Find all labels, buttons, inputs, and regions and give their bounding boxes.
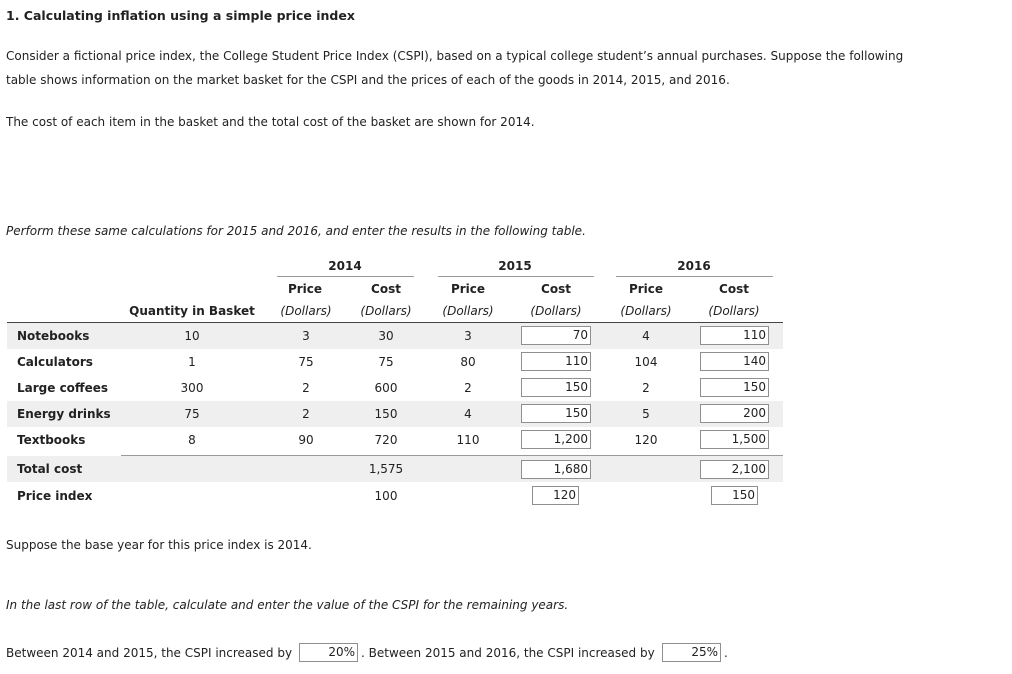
year-header-2014: 2014 [328,259,362,273]
intro-text-line-2: table shows information on the market basket for the CSPI and the prices of each of the goods in 2014, 2015, and 2016. [6,73,730,87]
year-header-2016: 2016 [677,259,711,273]
price-2015-cell: 110 [456,433,480,447]
cost-2016-input[interactable]: 140 [700,352,769,371]
cost-2015-input[interactable]: 150 [521,378,591,397]
cost-2016-input[interactable]: 1,500 [700,430,769,449]
cost-2016-input[interactable]: 150 [700,378,769,397]
item-label: Calculators [17,355,93,369]
intro-text-line-1: Consider a fictional price index, the College Student Price Index (CSPI), based on a typical college student’s annual purchases. Suppose the following [6,49,904,63]
price-2014-cell: 2 [302,407,310,421]
col-unit-cost-2015: (Dollars) [530,304,582,318]
cspi-increase-2015-input[interactable]: 20% [299,643,358,662]
col-unit-price-2016: (Dollars) [620,304,672,318]
quantity-cell: 8 [188,433,196,447]
quantity-cell: 75 [184,407,200,421]
col-header-price-2015: Price [450,282,486,296]
base-year-text: Suppose the base year for this price index is 2014. [6,538,312,552]
col-unit-price-2015: (Dollars) [442,304,494,318]
price-index-2014: 100 [374,489,398,503]
price-2014-cell: 90 [298,433,314,447]
cost-2016-input[interactable]: 200 [700,404,769,423]
price-2014-cell: 3 [302,329,310,343]
cost-2014-cell: 720 [374,433,398,447]
total-cost-label: Total cost [17,462,83,476]
question-title: 1. Calculating inflation using a simple price index [6,8,355,23]
item-label: Energy drinks [17,407,111,421]
price-2016-cell: 104 [634,355,658,369]
col-unit-price-2014: (Dollars) [280,304,332,318]
col-unit-cost-2016: (Dollars) [708,304,760,318]
cost-2015-input[interactable]: 1,200 [521,430,591,449]
cost-2014-cell: 30 [378,329,394,343]
quantity-cell: 300 [180,381,204,395]
price-2014-cell: 75 [298,355,314,369]
year-underline-2014 [277,276,414,277]
total-cost-2015-input[interactable]: 1,680 [521,460,591,479]
price-2016-cell: 2 [642,381,650,395]
price-index-2015-input[interactable]: 120 [532,486,579,505]
total-cost-2014: 1,575 [368,462,404,476]
col-header-quantity: Quantity in Basket [129,304,255,318]
col-header-cost-2015: Cost [541,282,571,296]
item-label: Notebooks [17,329,90,343]
price-2015-cell: 2 [464,381,472,395]
cost-2015-input[interactable]: 110 [521,352,591,371]
summary-text-part-2: . Between 2015 and 2016, the CSPI increased by [361,646,655,660]
cost-2014-cell: 150 [374,407,398,421]
cspi-increase-2016-input[interactable]: 25% [662,643,721,662]
summary-text-end: . [724,646,728,660]
price-2014-cell: 2 [302,381,310,395]
quantity-cell: 1 [188,355,196,369]
col-header-cost-2016: Cost [719,282,749,296]
last-row-instruction: In the last row of the table, calculate and enter the value of the CSPI for the remaining years. [6,598,569,612]
price-2015-cell: 4 [464,407,472,421]
price-2016-cell: 120 [634,433,658,447]
col-header-price-2016: Price [628,282,664,296]
price-2015-cell: 3 [464,329,472,343]
year-underline-2016 [616,276,773,277]
col-unit-cost-2014: (Dollars) [360,304,412,318]
year-underline-2015 [438,276,594,277]
item-label: Textbooks [17,433,86,447]
cost-2015-input[interactable]: 70 [521,326,591,345]
col-header-price-2014: Price [287,282,323,296]
price-index-2016-input[interactable]: 150 [711,486,758,505]
col-header-cost-2014: Cost [371,282,401,296]
quantity-cell: 10 [184,329,200,343]
price-2016-cell: 4 [642,329,650,343]
cost-2015-input[interactable]: 150 [521,404,591,423]
cost-2014-cell: 600 [374,381,398,395]
total-cost-2016-input[interactable]: 2,100 [700,460,769,479]
price-index-label: Price index [17,489,93,503]
cost-2014-cell: 75 [378,355,394,369]
price-2016-cell: 5 [642,407,650,421]
cost-note: The cost of each item in the basket and the total cost of the basket are shown for 2014. [6,115,535,129]
price-2015-cell: 80 [460,355,476,369]
year-header-2015: 2015 [498,259,532,273]
perform-instruction: Perform these same calculations for 2015 and 2016, and enter the results in the following table. [6,224,586,238]
item-label: Large coffees [17,381,109,395]
cost-2016-input[interactable]: 110 [700,326,769,345]
summary-text-part-1: Between 2014 and 2015, the CSPI increased by [6,646,293,660]
